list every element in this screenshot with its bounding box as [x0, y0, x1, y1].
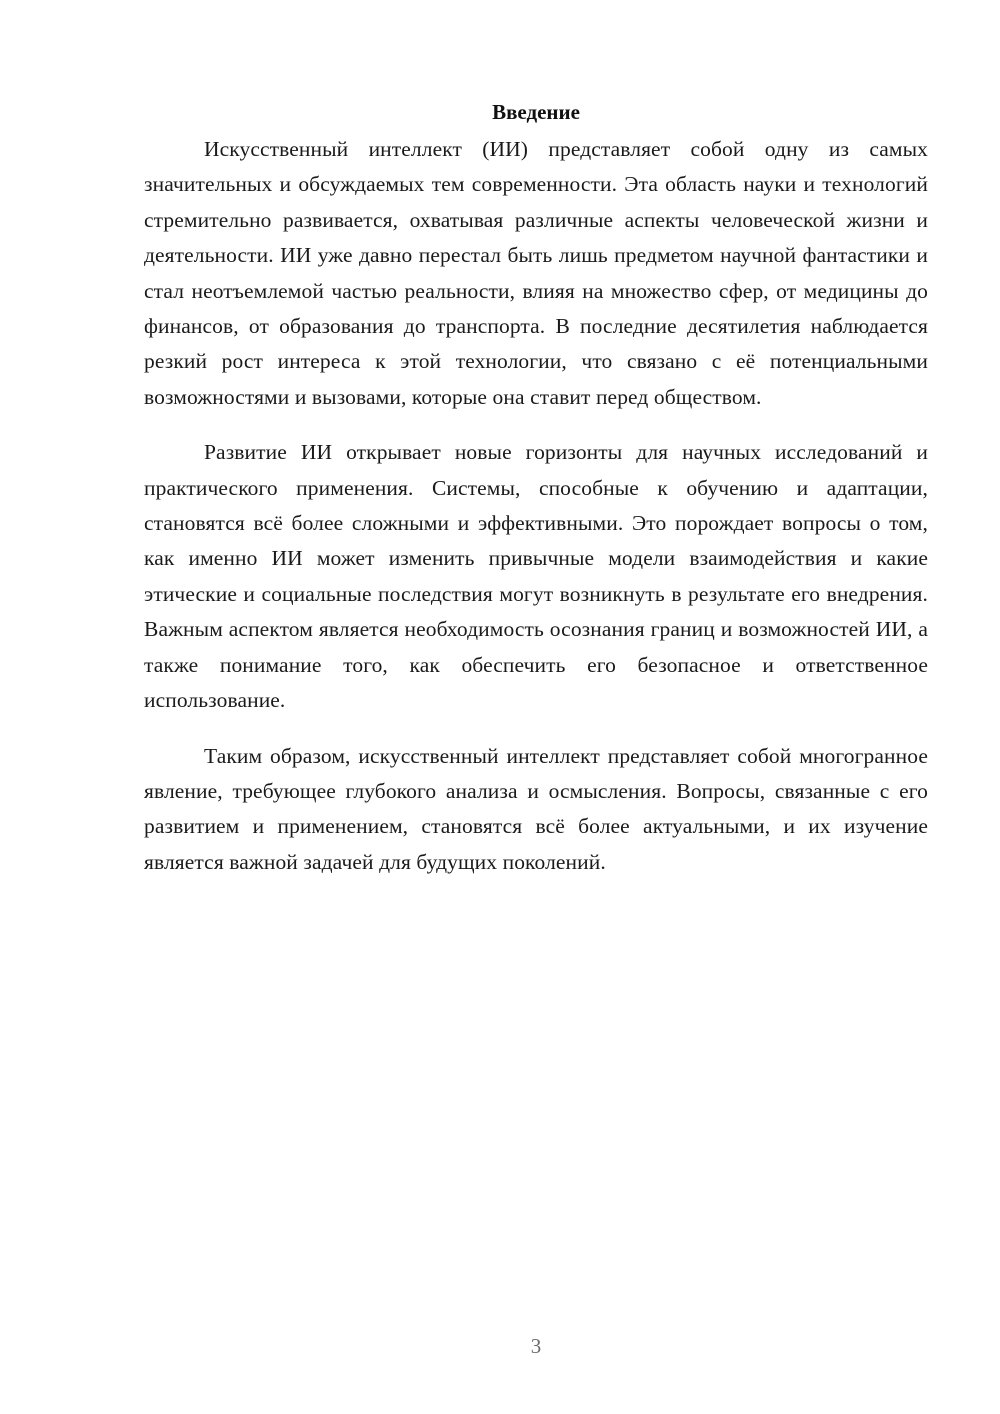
paragraph-2: Развитие ИИ открывает новые горизонты для научных исследований и практического применения. Системы, способные к обучению и адаптации, становятся всё более сложными и эффективными. Это порождает вопросы о том, как именно ИИ может изменить привычные модели взаимодействия и какие этические и социальные последствия могут возникнуть в результате его внедрения. Важным аспектом является необходимость осознания границ и возможностей ИИ, а также понимание того, как обеспечить его безопасное и ответственное использование. — [144, 440, 928, 713]
section-title: Введение — [492, 100, 580, 124]
page-number: 3 — [530, 1334, 542, 1358]
paragraph-3: Таким образом, искусственный интеллект представляет собой многогранное явление, требующее глубокого анализа и осмысления. Вопросы, связанные с его развитием и применением, становятся всё более актуальными, и их изучение является важной задачей для будущих поколений. — [144, 743, 928, 874]
page-content — [144, 96, 928, 900]
paragraph-1: Искусственный интеллект (ИИ) представляет собой одну из самых значительных и обсуждаемых тем современности. Эта область науки и технологий стремительно развивается, охватывая различные аспекты человеческой жизни и деятельности. ИИ уже давно перестал быть лишь предметом научной фантастики и стал неотъемлемой частью реальности, влияя на множество сфер, от медицины до финансов, от образования до транспорта. В последние десятилетия наблюдается резкий рост интереса к этой технологии, что связано с её потенциальными возможностями и вызовами, которые она ставит перед обществом. — [144, 137, 928, 409]
